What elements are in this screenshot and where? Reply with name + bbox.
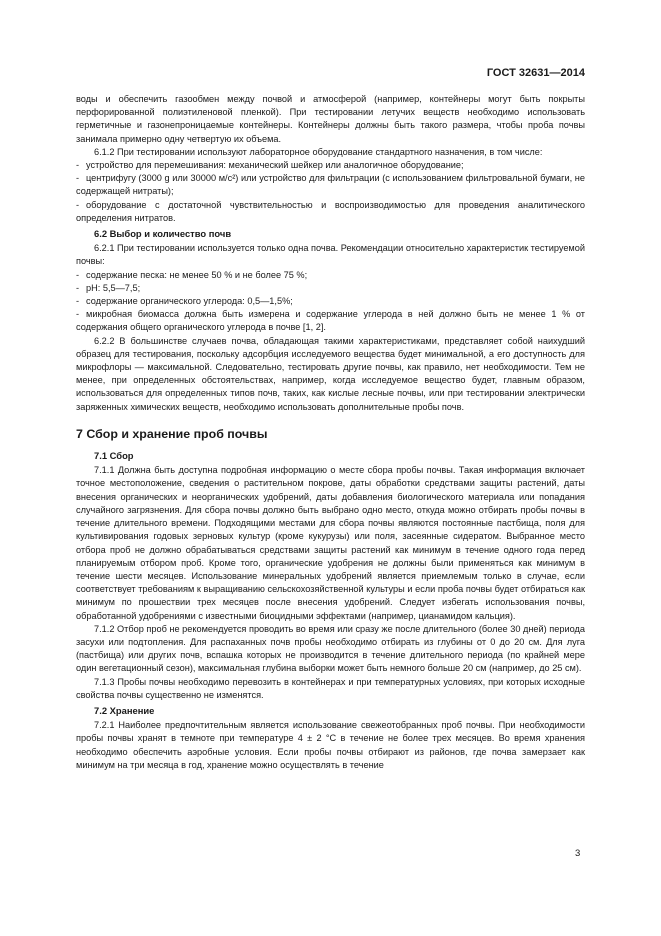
list-dash: -	[76, 282, 80, 293]
list-dash: -	[76, 173, 80, 184]
paragraph: 7.1.2 Отбор проб не рекомендуется проводить во время или сразу же после длительного (более 30 дней) периода засухи или подтопления. Для распаханных почв пробы необходимо отбирать из глубины от 0 до 20 см. Для луга (пастбища) или других почв, вспашка которых не производится в течение длительного периода (по крайней мере один вегетационный сезон), максимальная глубина выборки может быть немного больше 20 см (например, до 25 см).	[76, 623, 585, 674]
paragraph: 6.2.2 В большинстве случаев почва, обладающая такими характеристиками, представляет собой наихудший образец для тестирования, поскольку адсорбция исследуемого вещества будет минимальной, а его доступность для микрофлоры — максимальной. Следовательно, тестировать другие почвы, как правило, нет необходимости. Тем не менее, при определенных обстоятельствах, например, когда исследуемое вещество будет, главным образом, использоваться для определенных типов почв, таких, как кислые лесные почвы, или при тестировании электрически заряженных химических веществ, необходимо использовать дополнительные пробы почв.	[76, 335, 585, 412]
subsection-heading: 7.1 Сбор	[94, 450, 134, 462]
document-header: ГОСТ 32631—2014	[486, 67, 585, 79]
list-item	[76, 172, 585, 198]
list-item-text: устройство для перемешивания: механический шейкер или аналогичное оборудование;	[86, 160, 464, 171]
paragraph: 7.1.3 Пробы почвы необходимо перевозить в контейнерах и при температурных условиях, при которых исходные свойства почвы существенно не изменятся.	[76, 676, 585, 700]
list-dash: -	[76, 160, 80, 171]
section-heading: 7 Сбор и хранение проб почвы	[76, 426, 268, 441]
list-item	[76, 295, 585, 308]
list-dash: -	[76, 309, 80, 320]
list-item-text: оборудование с достаточной чувствительностью и воспроизводимостью для проведения аналитического определения нитратов.	[76, 199, 585, 223]
list-item	[76, 159, 585, 172]
paragraph: 7.2.1 Наиболее предпочтительным является использование свежеотобранных проб почвы. При необходимости пробы почвы хранят в темноте при температуре 4 ± 2 °С в течение не более трех месяцев. Во время хранения необходимо обеспечить аэробные условия. Если пробы почвы отбирают из районов, где почва замерзает как минимум на три месяца в год, хранение можно осуществлять в течение	[76, 720, 585, 770]
list-item-text: содержание песка: не менее 50 % и не более 75 %;	[86, 269, 308, 280]
list-dash: -	[76, 199, 80, 210]
paragraph: 6.1.2 При тестировании используют лабораторное оборудование стандартного назначения, в том числе:	[94, 146, 543, 157]
list-item-text: центрифугу (3000 g или 30000 м/с²) или устройство для фильтрации (с использованием фильтровальной бумаги, не содержащей нитраты);	[76, 173, 585, 197]
page-number: 3	[575, 848, 581, 859]
list-item-text: содержание органического углерода: 0,5—1,5%;	[86, 296, 293, 307]
list-item-text: pH: 5,5—7,5;	[86, 282, 141, 293]
paragraph: 6.2.1 При тестировании используется только одна почва. Рекомендации относительно характеристик тестируемой почвы:	[76, 243, 585, 267]
list-dash: -	[76, 269, 80, 280]
list-dash: -	[76, 296, 80, 307]
list-item-text: микробная биомасса должна быть измерена и содержание углерода в ней должно быть не менее 1 % от содержания общего органического углерода в почве [1, 2].	[76, 309, 585, 333]
subsection-heading: 6.2 Выбор и количество почв	[94, 228, 232, 240]
subsection-heading: 7.2 Хранение	[94, 704, 155, 716]
list-item	[76, 282, 585, 295]
paragraph: 7.1.1 Должна быть доступна подробная информацию о месте сбора пробы почвы. Такая информация включает точное местоположение, сведения о растительном покрове, даты обработки средствами защиты растений, даты внесения органических и неорганических удобрений, даты добавления биологического материала или попадания случайного загрязнения. Для сбора почвы должно быть выбрано одно место, откуда можно отбирать пробы почвы в течение длительного времени. Подходящими местами для сбора почвы являются постоянные пастбища, поля для культивирования годовых зерновых культур (кроме кукурузы) или поля, засеянные сидератом. Выбранное место отбора проб не должно обрабатываться средствами защиты растений как минимум в течение одного года перед планируемым отбором проб. Кроме того, органические удобрения не должны были применяться как минимум в течение шести месяцев. Использование минеральных удобрений является приемлемым только в случае, если соответствует требованиям к выращиванию сельскохозяйственной культуры и если проба почвы будет отбираться как минимум по прошествии трех месяцев после внесения удобрений. Следует избегать использования почвы, обработанной удобрениями с известными биоцидными эффектами (например, цианамидом кальция).	[76, 465, 585, 621]
paragraph: воды и обеспечить газообмен между почвой и атмосферой (например, контейнеры могут быть покрыты перфорированной полиэтиленовой пленкой). При тестировании летучих веществ необходимо использовать герметичные и газонепроницаемые контейнеры. Контейнеры должны быть такого размера, чтобы проба почвы занимала примерно одну четвертую их объема.	[76, 94, 585, 144]
list-item	[76, 308, 585, 334]
list-item	[76, 199, 585, 225]
list-item	[76, 269, 585, 282]
document-body	[76, 93, 585, 772]
